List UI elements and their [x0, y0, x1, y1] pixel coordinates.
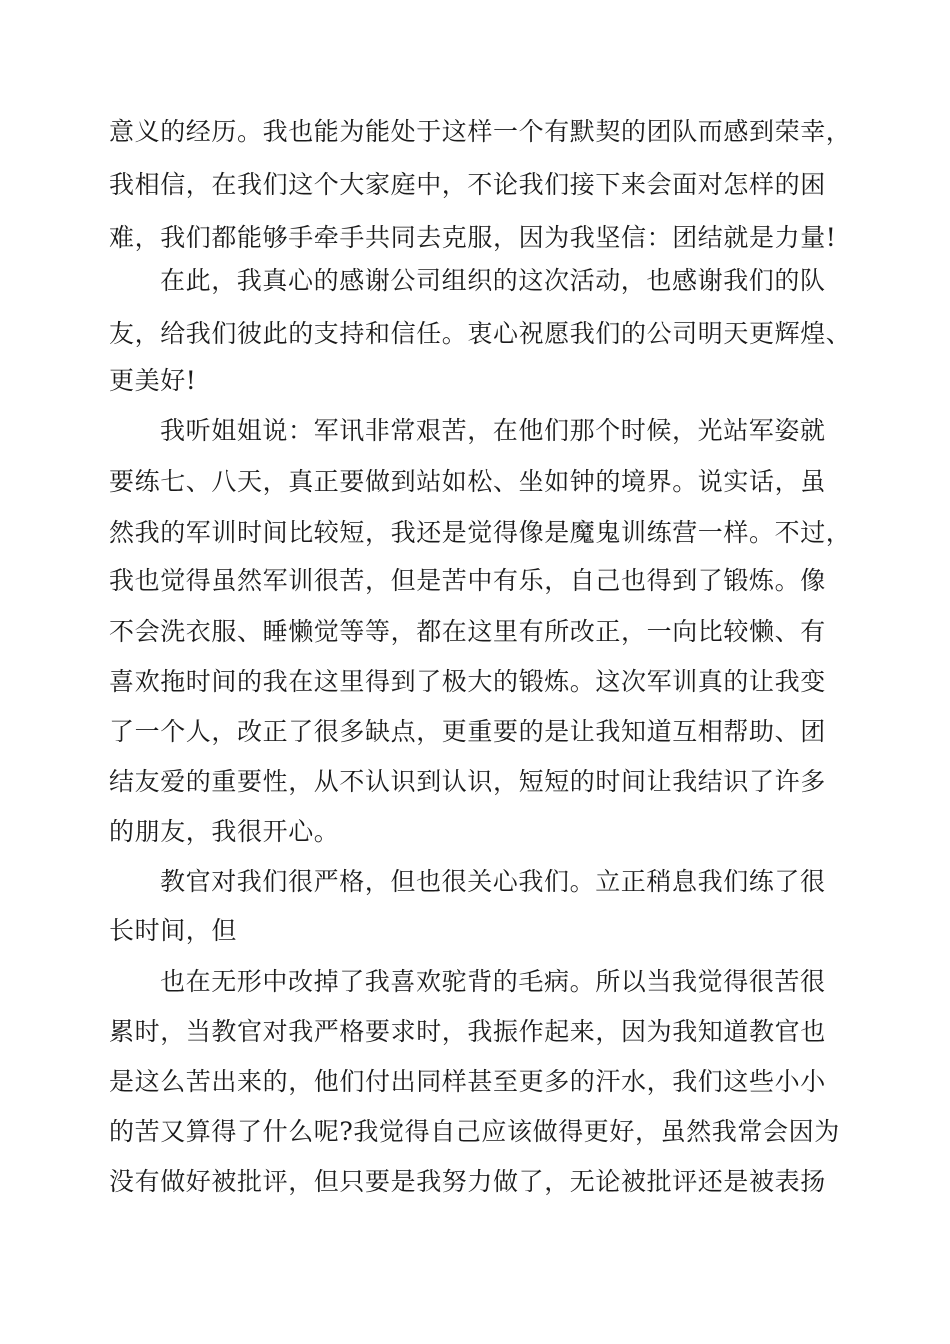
- text-line: 喜欢拖时间的我在这里得到了极大的锻炼。这次军训真的让我变: [109, 667, 826, 696]
- text-line: 在此，我真心的感谢公司组织的这次活动，也感谢我们的队: [160, 266, 826, 295]
- text-line: 我听姐姐说：军讯非常艰苦，在他们那个时候，光站军姿就: [160, 416, 826, 445]
- text-line: 教官对我们很严格，但也很关心我们。立正稍息我们练了很: [160, 867, 826, 896]
- text-line: 要练七、八天，真正要做到站如松、坐如钟的境界。说实话，虽: [109, 467, 826, 496]
- text-line: 友，给我们彼此的支持和信任。衷心祝愿我们的公司明天更辉煌、: [109, 319, 852, 348]
- text-line: 也在无形中改掉了我喜欢驼背的毛病。所以当我觉得很苦很: [160, 967, 826, 996]
- text-line: 长时间，但: [109, 916, 238, 945]
- text-line: 然我的军训时间比较短，我还是觉得像是魔鬼训练营一样。不过，: [109, 518, 852, 547]
- text-line: 难，我们都能够手牵手共同去克服，因为我坚信：团结就是力量!: [109, 223, 837, 252]
- text-line: 我也觉得虽然军训很苦，但是苦中有乐，自己也得到了锻炼。像: [109, 566, 826, 595]
- text-line: 累时，当教官对我严格要求时，我振作起来，因为我知道教官也: [109, 1017, 826, 1046]
- text-line: 意义的经历。我也能为能处于这样一个有默契的团队而感到荣幸，: [109, 117, 852, 146]
- text-line: 的朋友，我很开心。: [109, 817, 340, 846]
- text-line: 我相信，在我们这个大家庭中，不论我们接下来会面对怎样的困: [109, 170, 826, 199]
- text-line: 的苦又算得了什么呢?我觉得自己应该做得更好，虽然我常会因为: [109, 1117, 840, 1146]
- text-line: 没有做好被批评，但只要是我努力做了，无论被批评还是被表扬: [109, 1167, 826, 1196]
- text-line: 结友爱的重要性，从不认识到认识，短短的时间让我结识了许多: [109, 767, 826, 796]
- text-line: 更美好!: [109, 366, 197, 395]
- text-line: 不会洗衣服、睡懒觉等等，都在这里有所改正，一向比较懒、有: [109, 617, 826, 646]
- text-line: 是这么苦出来的，他们付出同样甚至更多的汗水，我们这些小小: [109, 1067, 826, 1096]
- text-line: 了一个人，改正了很多缺点，更重要的是让我知道互相帮助、团: [109, 717, 826, 746]
